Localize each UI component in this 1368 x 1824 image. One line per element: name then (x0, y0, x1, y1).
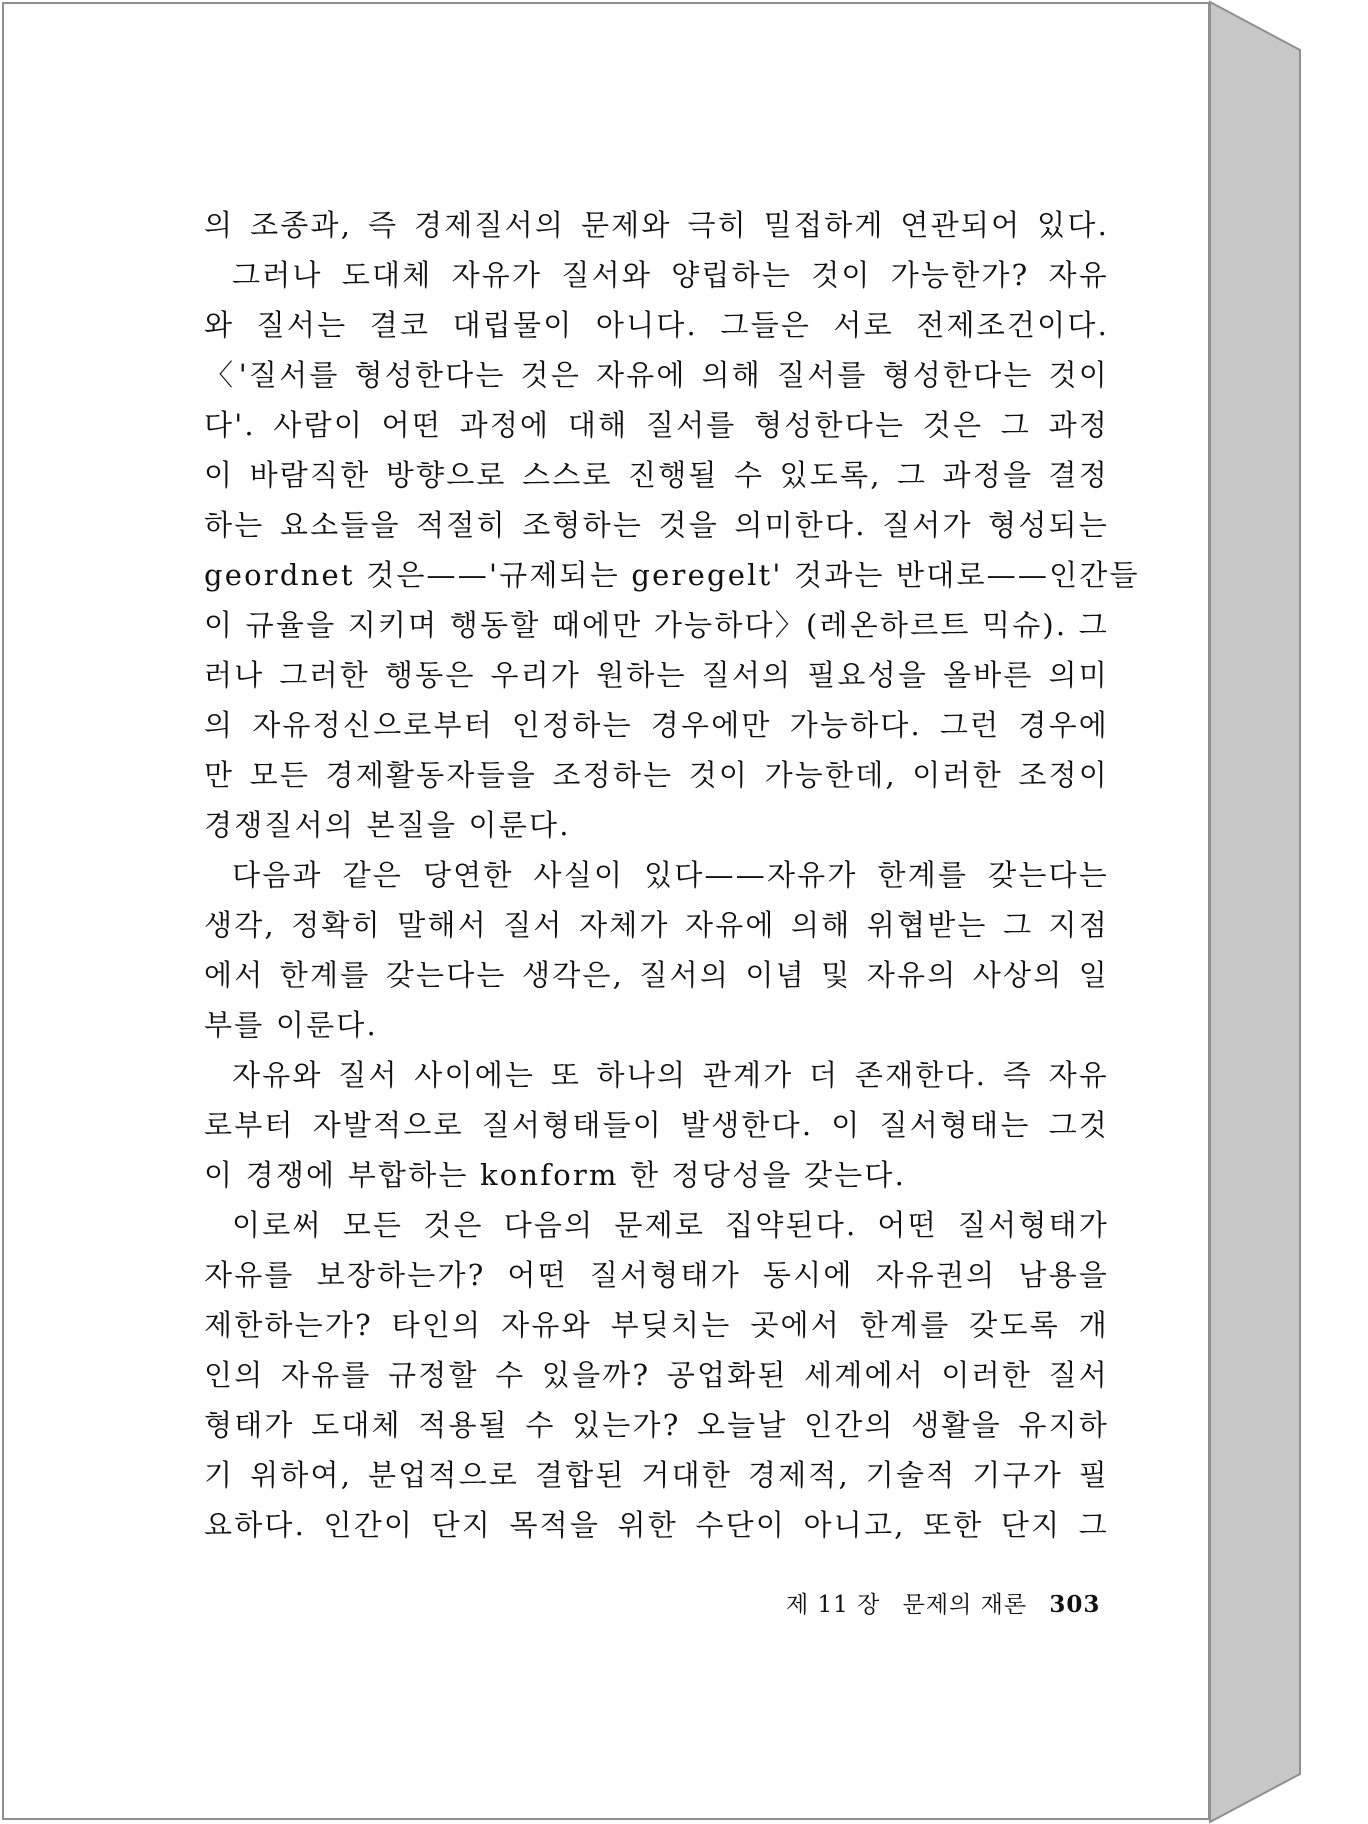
text-line: 의 자유정신으로부터 인정하는 경우에만 가능하다. 그런 경우에 (204, 708, 1109, 742)
text-line: 부를 이룬다. (204, 1008, 378, 1042)
text-line: 이로써 모든 것은 다음의 문제로 집약된다. 어떤 질서형태가 (232, 1208, 1109, 1242)
text-line: 이 규율을 지키며 행동할 때에만 가능하다〉(레온하르트 믹슈). 그 (204, 608, 1109, 642)
text-line: 하는 요소들을 적절히 조형하는 것을 의미한다. 질서가 형성되는 (204, 508, 1109, 542)
text-line: 와 질서는 결코 대립물이 아니다. 그들은 서로 전제조건이다. (204, 308, 1109, 342)
text-line: 〈'질서를 형성한다는 것은 자유에 의해 질서를 형성한다는 것이 (204, 358, 1109, 392)
text-line: 생각, 정확히 말해서 질서 자체가 자유에 의해 위협받는 그 지점 (204, 908, 1109, 942)
text-line: 에서 한계를 갖는다는 생각은, 질서의 이념 및 자유의 사상의 일 (204, 958, 1109, 992)
chapter-label: 제 11 장 (786, 1592, 881, 1618)
text-line: 기 위하여, 분업적으로 결합된 거대한 경제적, 기술적 기구가 필 (204, 1458, 1109, 1492)
page-footer (786, 1586, 1101, 1619)
text-line: 자유와 질서 사이에는 또 하나의 관계가 더 존재한다. 즉 자유 (232, 1058, 1109, 1092)
page-number: 303 (1049, 1591, 1101, 1618)
text-line: 다'. 사람이 어떤 과정에 대해 질서를 형성한다는 것은 그 과정 (204, 408, 1109, 442)
text-line: 인의 자유를 규정할 수 있을까? 공업화된 세계에서 이러한 질서 (204, 1358, 1109, 1392)
text-line: 의 조종과, 즉 경제질서의 문제와 극히 밀접하게 연관되어 있다. (204, 208, 1109, 242)
text-line: 로부터 자발적으로 질서형태들이 발생한다. 이 질서형태는 그것 (204, 1108, 1109, 1142)
body-text (204, 200, 1140, 1550)
text-line: 이 경쟁에 부합하는 konform 한 정당성을 갖는다. (204, 1158, 907, 1192)
text-line: 제한하는가? 타인의 자유와 부딪치는 곳에서 한계를 갖도록 개 (204, 1308, 1109, 1342)
text-line: 다음과 같은 당연한 사실이 있다——자유가 한계를 갖는다는 (232, 858, 1109, 892)
text-line: 러나 그러한 행동은 우리가 원하는 질서의 필요성을 올바른 의미 (204, 658, 1109, 692)
book-page (2, 2, 1210, 1820)
text-line: 이 바람직한 방향으로 스스로 진행될 수 있도록, 그 과정을 결정 (204, 458, 1109, 492)
text-line: geordnet 것은——'규제되는 geregelt' 것과는 반대로——인간들 (204, 558, 1140, 592)
text-line: 요하다. 인간이 단지 목적을 위한 수단이 아니고, 또한 단지 그 (204, 1508, 1109, 1542)
text-line: 자유를 보장하는가? 어떤 질서형태가 동시에 자유권의 남용을 (204, 1258, 1109, 1292)
text-line: 형태가 도대체 적용될 수 있는가? 오늘날 인간의 생활을 유지하 (204, 1408, 1109, 1442)
text-line: 만 모든 경제활동자들을 조정하는 것이 가능한데, 이러한 조정이 (204, 758, 1109, 792)
text-line: 그러나 도대체 자유가 질서와 양립하는 것이 가능한가? 자유 (232, 258, 1109, 292)
chapter-title: 문제의 재론 (902, 1592, 1028, 1618)
text-line: 경쟁질서의 본질을 이룬다. (204, 808, 571, 842)
